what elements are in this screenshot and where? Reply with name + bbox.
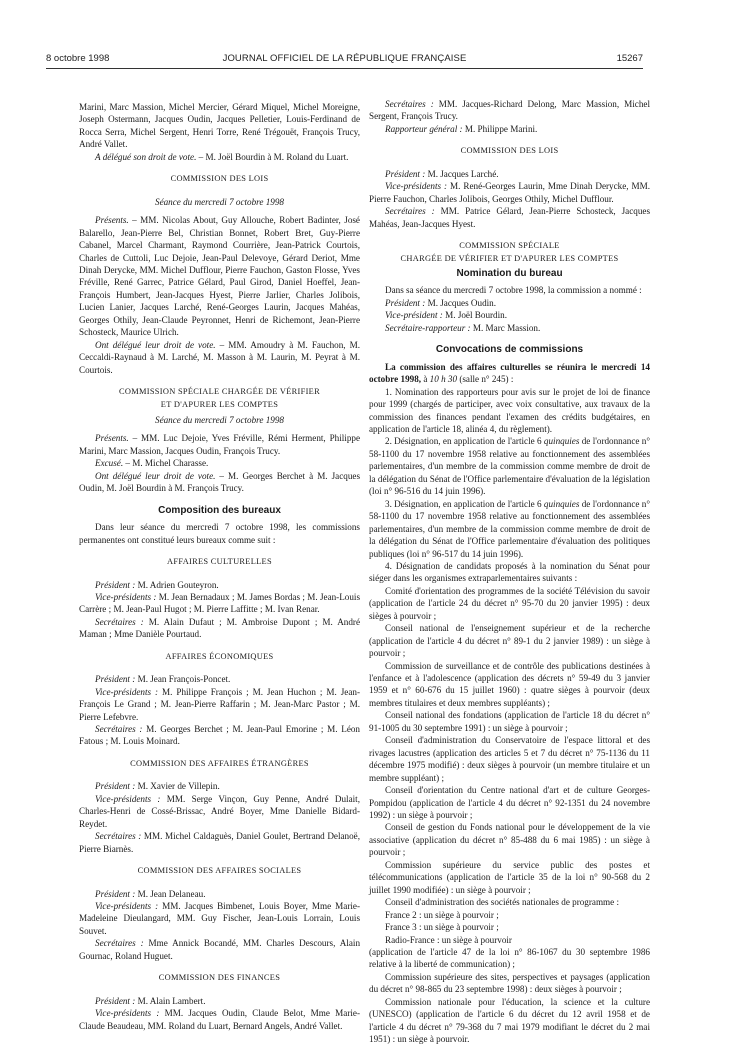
president-line: Président : M. Jean Delaneau.	[95, 888, 206, 899]
president-line: Président : M. Jacques Oudin.	[385, 297, 497, 308]
heading-nomination-bureau: Nomination du bureau	[456, 267, 563, 279]
secretaires-line: Secrétaires : M. Georges Berchet ; M. Jean-Paul Emorine ; M. Léon Fatous ; M. Louis Moinard.	[79, 724, 360, 747]
organism-item: Commission supérieure des sites, perspectives et paysages (application du décret n° 98-865 du 23 septembre 1998) : deux sièges à pourvoir ;	[369, 971, 650, 995]
rapporteur-line: Rapporteur général : M. Philippe Marini.	[385, 123, 538, 134]
president-line: Président : M. Jean François-Poncet.	[95, 674, 231, 685]
header-title: JOURNAL OFFICIEL DE LA RÉPUBLIQUE FRANÇAISE	[222, 53, 467, 64]
header-page-number: 15267	[616, 53, 643, 64]
convocation-intro: La commission des affaires culturelles se réunira le mercredi 14 octobre 1998, à 10 h 30 (salle n° 245) :	[369, 361, 650, 385]
presents-paragraph: Présents. – MM. Luc Dejoie, Yves Fréville, Rémi Herment, Philippe Marini, Marc Massion, Jacques Oudin, François Trucy.	[79, 433, 360, 456]
organism-note: (application de l'article 47 de la loi n° 86-1067 du 30 septembre 1986 relative à la liberté de communication) ;	[369, 947, 650, 970]
president-line: Président : M. Adrien Gouteyron.	[95, 579, 219, 590]
agenda-item: 1. Nomination des rapporteurs pour avis sur le projet de loi de finance pour 1999 (chargés de participer, avec voix consultative, aux travaux de la commission des finances pendant l'examen des crédits budgétaires, en application de l'article 18, alinéa 4, du règlement).	[369, 386, 650, 434]
excuse-paragraph: Excusé. – M. Michel Charasse.	[95, 458, 209, 469]
organism-item: Comité d'orientation des programmes de la société Télévision du savoir (application de l'article 24 du décret n° 95-70 du 20 janvier 1995) : deux sièges à pourvoir ;	[369, 585, 650, 621]
agenda-item: 3. Désignation, en application de l'article 6 quinquies de l'ordonnance n° 58-1100 du 17 novembre 1958 relative au fonctionnement des assemblées parlementaires, d'un membre de la commission comme membre de droit de la délégation du Sénat de l'Office parlementaire d'évaluation des politiques publiques (loi n° 96-517 du 14 juin 1996).	[369, 498, 650, 559]
vice-presidents-line: Vice-présidents : MM. Serge Vinçon, Guy Penne, André Dulait, Charles-Henri de Cossé-Brissac, André Boyer, Mme Danielle Bidard-Reydet.	[79, 793, 360, 829]
section-title-affaires-culturelles: AFFAIRES CULTURELLES	[167, 557, 272, 567]
secretaires-line: Secrétaires : Mme Annick Bocandé, MM. Charles Descours, Alain Gournac, Roland Huguet.	[79, 938, 361, 961]
agenda-item: 4. Désignation de candidats proposés à la nomination du Sénat pour siéger dans les organismes extraparlementaires suivants :	[369, 560, 650, 584]
secretaires-line: Secrétaires : MM. Patrice Gélard, Jean-Pierre Schosteck, Jacques Mahéas, Jean-Jacques Hyest.	[369, 206, 651, 229]
secretaire-rapporteur-line: Secrétaire-rapporteur : M. Marc Massion.	[385, 322, 541, 333]
section-title-csp-2: CHARGÉE DE VÉRIFIER ET D'APURER LES COMPTES	[400, 253, 619, 263]
organism-item: Conseil national de l'enseignement supérieur et de la recherche (application de l'article 4 du décret n° 89-1 du 2 janvier 1989) : un siège à pourvoir ;	[369, 623, 650, 659]
president-line: Président : M. Xavier de Villepin.	[95, 781, 220, 792]
delegation-paragraph: Ont délégué leur droit de vote. – M. Georges Berchet à M. Jacques Oudin, M. Joël Bourdin à M. François Trucy.	[79, 470, 360, 494]
vice-presidents-line: Vice-présidents : M. René-Georges Laurin, Mme Dinah Derycke, MM. Pierre Fauchon, Charles Jolibois, Georges Othily, Michel Dufflour.	[369, 181, 650, 204]
organism-item: Commission nationale pour l'éducation, la science et la culture (UNESCO) (application de l'article 6 du décret du 12 avril 1958 et de l'article 4 du décret n° 79-368 du 7 mai 1979 modifiant le décret du 2 mai 1951) : un siège à pourvoir.	[369, 996, 650, 1045]
secretaires-line: Secrétaires : MM. Jacques-Richard Delong, Marc Massion, Michel Sergent, François Trucy.	[369, 99, 650, 122]
header-rule	[46, 68, 643, 69]
heading-composition-bureaux: Composition des bureaux	[158, 504, 281, 516]
organism-subitem: France 3 : un siège à pourvoir ;	[385, 922, 499, 933]
section-title-csp: COMMISSION SPÉCIALE CHARGÉE DE VÉRIFIER	[119, 387, 320, 397]
left-column	[79, 101, 360, 1032]
seance-date: Séance du mercredi 7 octobre 1998	[155, 196, 284, 207]
header-date: 8 octobre 1998	[46, 53, 110, 64]
organism-item: Commission supérieure du service public des postes et télécommunications (application de l'article 35 de la loi n° 90-568 du 2 juillet 1990 modifiée) : un siège à pourvoir ;	[369, 859, 650, 895]
organism-item: Conseil d'orientation du Centre national d'art et de culture Georges-Pompidou (application de l'article 4 du décret n° 92-1351 du 24 novembre 1992) : un siège à pourvoir ;	[369, 785, 650, 821]
organism-subitem: France 2 : un siège à pourvoir ;	[385, 909, 499, 920]
seance-date: Séance du mercredi 7 octobre 1998	[155, 414, 284, 425]
vice-presidents-line: Vice-présidents : M. Philippe François ; M. Jean Huchon ; M. Jean-François Le Grand ; M. Jean-Pierre Raffarin ; M. Jean-Marc Pastor ; M. Pierre Lefebvre.	[79, 686, 360, 722]
secretaires-line: Secrétaires : M. Alain Dufaut ; M. Ambroise Dupont ; M. André Maman ; Mme Danièle Pourtaud.	[79, 616, 360, 640]
delegation-paragraph: Ont délégué leur droit de vote. – MM. Amoudry à M. Fauchon, M. Ceccaldi-Raynaud à M. Larché, M. Masson à M. Laurin, M. Peyrat à M. Courtois.	[79, 339, 360, 375]
vice-presidents-line: Vice-présidents : MM. Jacques Bimbenet, Louis Boyer, Mme Marie-Madeleine Dieulangard, MM. Guy Fischer, Jean-Louis Lorrain, Louis Souvet.	[79, 901, 360, 936]
page-header	[46, 53, 643, 67]
vice-presidents-line: Vice-présidents : M. Jean Bernadaux ; M. James Bordas ; M. Jean-Louis Carrère ; M. Jean-Paul Hugot ; M. Pierre Laffitte ; M. Ivan Renar.	[79, 591, 361, 615]
section-title-affaires-etrangeres: COMMISSION DES AFFAIRES ÉTRANGÈRES	[130, 758, 309, 768]
president-line: Président : M. Jacques Larché.	[385, 168, 499, 179]
section-title-lois: COMMISSION DES LOIS	[170, 174, 269, 184]
section-title-finances: COMMISSION DES FINANCES	[158, 973, 281, 983]
organism-item: Conseil de gestion du Fonds national pour le développement de la vie associative (application du décret n° 85-488 du 6 mai 1985) : un siège à pourvoir ;	[369, 822, 650, 858]
organism-item: Conseil d'administration du Conservatoire de l'espace littoral et des rivages lacustres (application des articles 5 et 7 du décret n° 75-1136 du 11 décembre 1975 modifié) : deux sièges à pourvoir (un membre titulaire et un membre suppléant) ;	[369, 735, 650, 783]
vice-president-line: Vice-président : M. Joël Bourdin.	[385, 310, 507, 321]
nomination-intro: Dans sa séance du mercredi 7 octobre 1998, la commission a nommé :	[385, 285, 642, 296]
section-title-affaires-economiques: AFFAIRES ÉCONOMIQUES	[165, 651, 274, 661]
presents-paragraph: Présents. – MM. Nicolas About, Guy Allouche, Robert Badinter, José Balarello, Jean-Pierre Bel, Christian Bonnet, Robert Bret, Guy-Pierre Cabanel, Marcel Charmant, Raymond Courrière, Jean-Patrick Courtois, Charles de Cuttoli, Luc Dejoie, Jean-Paul Delevoye, Gérard Deriot, Mme Dinah Derycke, MM. Michel Dufflour, Pierre Fauchon, Gaston Flosse, Yves Fréville, René Garrec, Patrice Gélard, Paul Girod, Daniel Hoeffel, Jean-François Humbert, Jean-Jacques Hyest, Pierre Jarlier, Charles Jolibois, Lucien Lanier, Jacques Larché, René-Georges Laurin, Jacques Mahéas, Georges Othily, Jean-Claude Peyronnet, Henri de Richemont, Jean-Pierre Schosteck, Maurice Ulrich.	[79, 215, 360, 338]
delegation-paragraph: A délégué son droit de vote. – M. Joël Bourdin à M. Roland du Luart.	[95, 151, 349, 162]
vice-presidents-line: Vice-présidents : MM. Jacques Oudin, Claude Belot, Mme Marie-Claude Beaudeau, MM. Roland du Luart, Bernard Angels, André Vallet.	[79, 1008, 360, 1031]
organism-subitem: Radio-France : un siège à pourvoir	[385, 934, 512, 945]
secretaires-line: Secrétaires : MM. Michel Caldaguès, Daniel Goulet, Bertrand Delanoë, Pierre Biarnès.	[79, 831, 360, 854]
section-title-csp: COMMISSION SPÉCIALE	[459, 241, 560, 251]
section-title-csp-2: ET D'APURER LES COMPTES	[160, 399, 279, 409]
section-title-lois: COMMISSION DES LOIS	[460, 146, 559, 156]
section-title-affaires-sociales: COMMISSION DES AFFAIRES SOCIALES	[137, 866, 302, 876]
right-column	[369, 98, 650, 1046]
composition-intro: Dans leur séance du mercredi 7 octobre 1998, les commissions permanentes ont constitué leurs bureaux comme suit :	[79, 522, 360, 545]
organism-item: Conseil national des fondations (application de l'article 18 du décret n° 91-1005 du 30 septembre 1991) : un siège à pourvoir ;	[369, 710, 650, 733]
organism-item: Commission de surveillance et de contrôle des publications destinées à l'enfance et à l'adolescence (application des décrets n° 59-49 du 3 janvier 1959 et n° 60-676 du 15 juillet 1960) : quatre sièges à pourvoir (deux membres titulaires et deux membres suppléants) ;	[369, 660, 650, 708]
heading-convocations: Convocations de commissions	[435, 344, 584, 356]
intro-paragraph: Marini, Marc Massion, Michel Mercier, Gérard Miquel, Michel Moreigne, Joseph Ostermann, Jacques Oudin, Jacques Pelletier, Louis-Ferdinand de Rocca Serra, Michel Sergent, Henri Torre, René Trégouët, François Trucy, André Vallet.	[79, 102, 360, 150]
agenda-item: 2. Désignation, en application de l'article 6 quinquies de l'ordonnance n° 58-1100 du 17 novembre 1958 relative au fonctionnement des assemblées parlementaires, d'un membre de la commission comme membre de droit de la délégation du Sénat de l'Office parlementaire d'évaluation de la législation (loi n° 96-516 du 14 juin 1996).	[369, 436, 650, 497]
organism-item: Conseil d'administration des sociétés nationales de programme :	[385, 897, 620, 908]
president-line: Président : M. Alain Lambert.	[95, 995, 206, 1006]
